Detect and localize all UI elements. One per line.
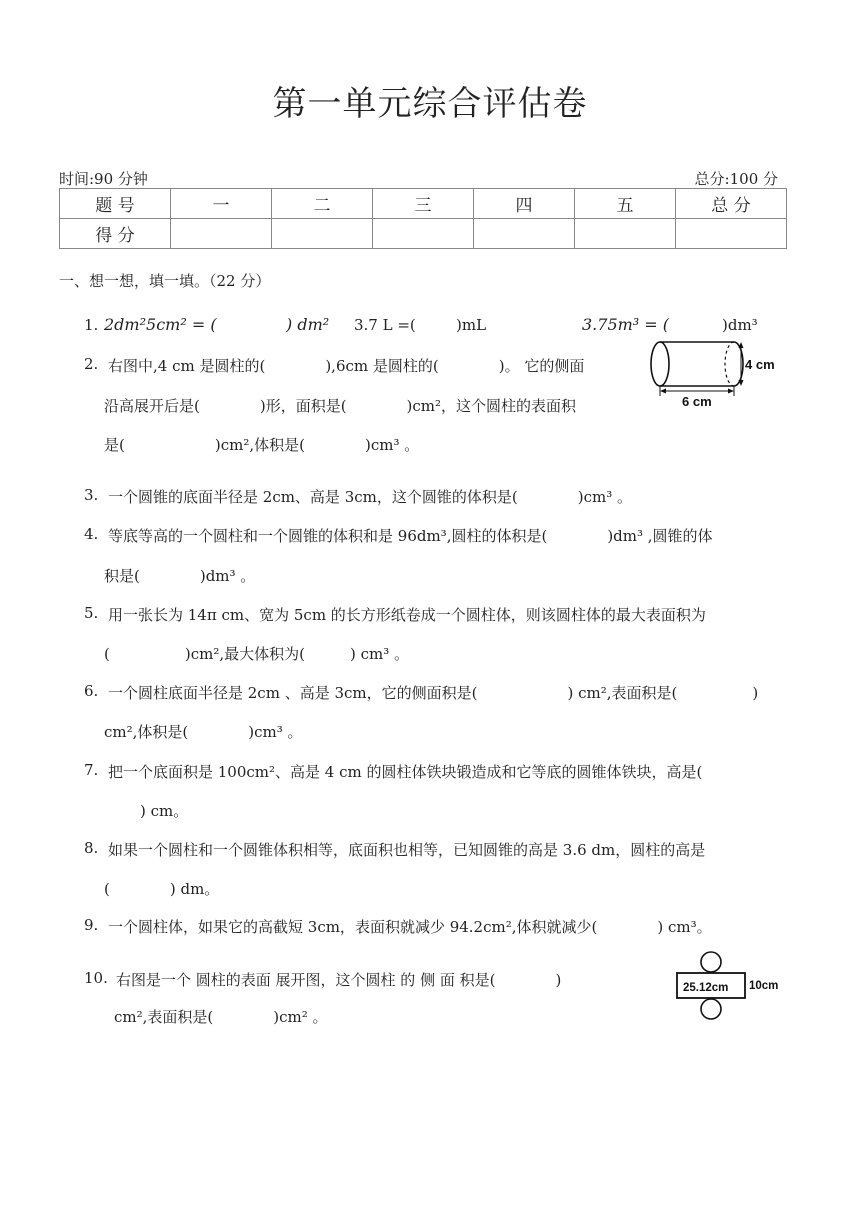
question-number: 4. (84, 525, 99, 543)
question-number: 10. (84, 969, 108, 987)
q6-line1: 一个圆柱底面半径是 2cm 、高是 3cm，它的侧面积是( ) cm²,表面积是( ) (108, 684, 759, 702)
question-number: 5. (84, 604, 99, 622)
section-heading: 一、想一想，填一填。（22 分） (59, 272, 271, 290)
cylinder-height-label: 4 cm (745, 357, 775, 372)
q1-part-f: )dm³ (722, 316, 758, 334)
score-table (59, 188, 787, 249)
q1-part-a: 2dm²5cm² = ( (104, 315, 217, 334)
header-cell: 一 (171, 189, 272, 219)
q5-line2: ( )cm²,最大体积为( ) cm³ 。 (104, 645, 409, 663)
score-cell[interactable] (272, 219, 373, 249)
score-cell[interactable] (373, 219, 474, 249)
q6-line2: cm²,体积是( )cm³ 。 (104, 723, 303, 741)
cylinder-width-label: 6 cm (682, 394, 712, 409)
page-title: 第一单元综合评估卷 (272, 84, 588, 124)
question-number: 6. (84, 682, 99, 700)
q3-text: 一个圆锥的底面半径是 2cm、高是 3cm，这个圆锥的体积是( )cm³ 。 (108, 488, 632, 506)
total-score: 总分:100 分 (694, 170, 778, 188)
q8-line2: ( ) dm。 (104, 880, 220, 898)
q2-line2: 沿高展开后是( )形，面积是( )cm²，这个圆柱的表面积 (104, 397, 577, 415)
score-cell[interactable] (676, 219, 787, 249)
q7-line1: 把一个底面积是 100cm²、高是 4 cm 的圆柱体铁块锻造成和它等底的圆锥体铁块，高是( (108, 763, 703, 781)
question-number: 8. (84, 839, 99, 857)
question-number: 3. (84, 486, 99, 504)
score-table-score-row (60, 219, 787, 249)
question-number: 9. (84, 916, 99, 934)
cylinder-left-end (651, 342, 669, 386)
q2-line3: 是( )cm²,体积是( )cm³ 。 (104, 436, 420, 454)
question-number: 2. (84, 355, 99, 373)
net-top-circle (701, 952, 721, 972)
q1-part-b: ) dm² (286, 315, 330, 334)
q8-line1: 如果一个圆柱和一个圆锥体积相等，底面积也相等，已知圆锥的高是 3.6 dm，圆柱的高是 (108, 841, 706, 859)
question-number: 1. (84, 316, 99, 334)
net-height-label: 10cm (749, 980, 779, 992)
score-cell[interactable] (171, 219, 272, 249)
q10-line2: cm²,表面积是( )cm² 。 (114, 1008, 328, 1026)
q4-line1: 等底等高的一个圆柱和一个圆锥的体积和是 96dm³,圆柱的体积是( )dm³ ,圆锥的体 (108, 527, 713, 545)
q1-part-e: 3.75m³ = ( (582, 315, 670, 334)
q5-line1: 用一张长为 14π cm、宽为 5cm 的长方形纸卷成一个圆柱体，则该圆柱体的最大表面积为 (108, 606, 706, 624)
header-cell: 四 (474, 189, 575, 219)
q10-line1: 右图是一个 圆柱的表面 展开图，这个圆柱 的 侧 面 积是( ) (116, 971, 562, 989)
score-cell[interactable] (575, 219, 676, 249)
row-label: 得 分 (60, 219, 171, 249)
time-limit: 时间:90 分钟 (59, 170, 148, 188)
header-cell: 总 分 (676, 189, 787, 219)
net-bottom-circle (701, 999, 721, 1019)
header-cell: 题 号 (60, 189, 171, 219)
q9-text: 一个圆柱体，如果它的高截短 3cm，表面积就减少 94.2cm²,体积就减少( ) cm³。 (108, 918, 712, 936)
header-cell: 二 (272, 189, 373, 219)
q1-part-c: 3.7 L =( (354, 316, 416, 334)
net-width-label: 25.12cm (683, 982, 729, 994)
header-cell: 三 (373, 189, 474, 219)
question-number: 7. (84, 761, 99, 779)
score-cell[interactable] (474, 219, 575, 249)
q1-part-d: )mL (456, 316, 487, 334)
q4-line2: 积是( )dm³ 。 (104, 567, 256, 585)
cylinder-figure (648, 334, 783, 409)
score-table-header-row (60, 189, 787, 219)
header-cell: 五 (575, 189, 676, 219)
q7-line2: ) cm。 (140, 802, 189, 820)
cylinder-net-figure (672, 950, 792, 1022)
q2-line1: 右图中,4 cm 是圆柱的( ),6cm 是圆柱的( )。 它的侧面 (108, 357, 585, 375)
